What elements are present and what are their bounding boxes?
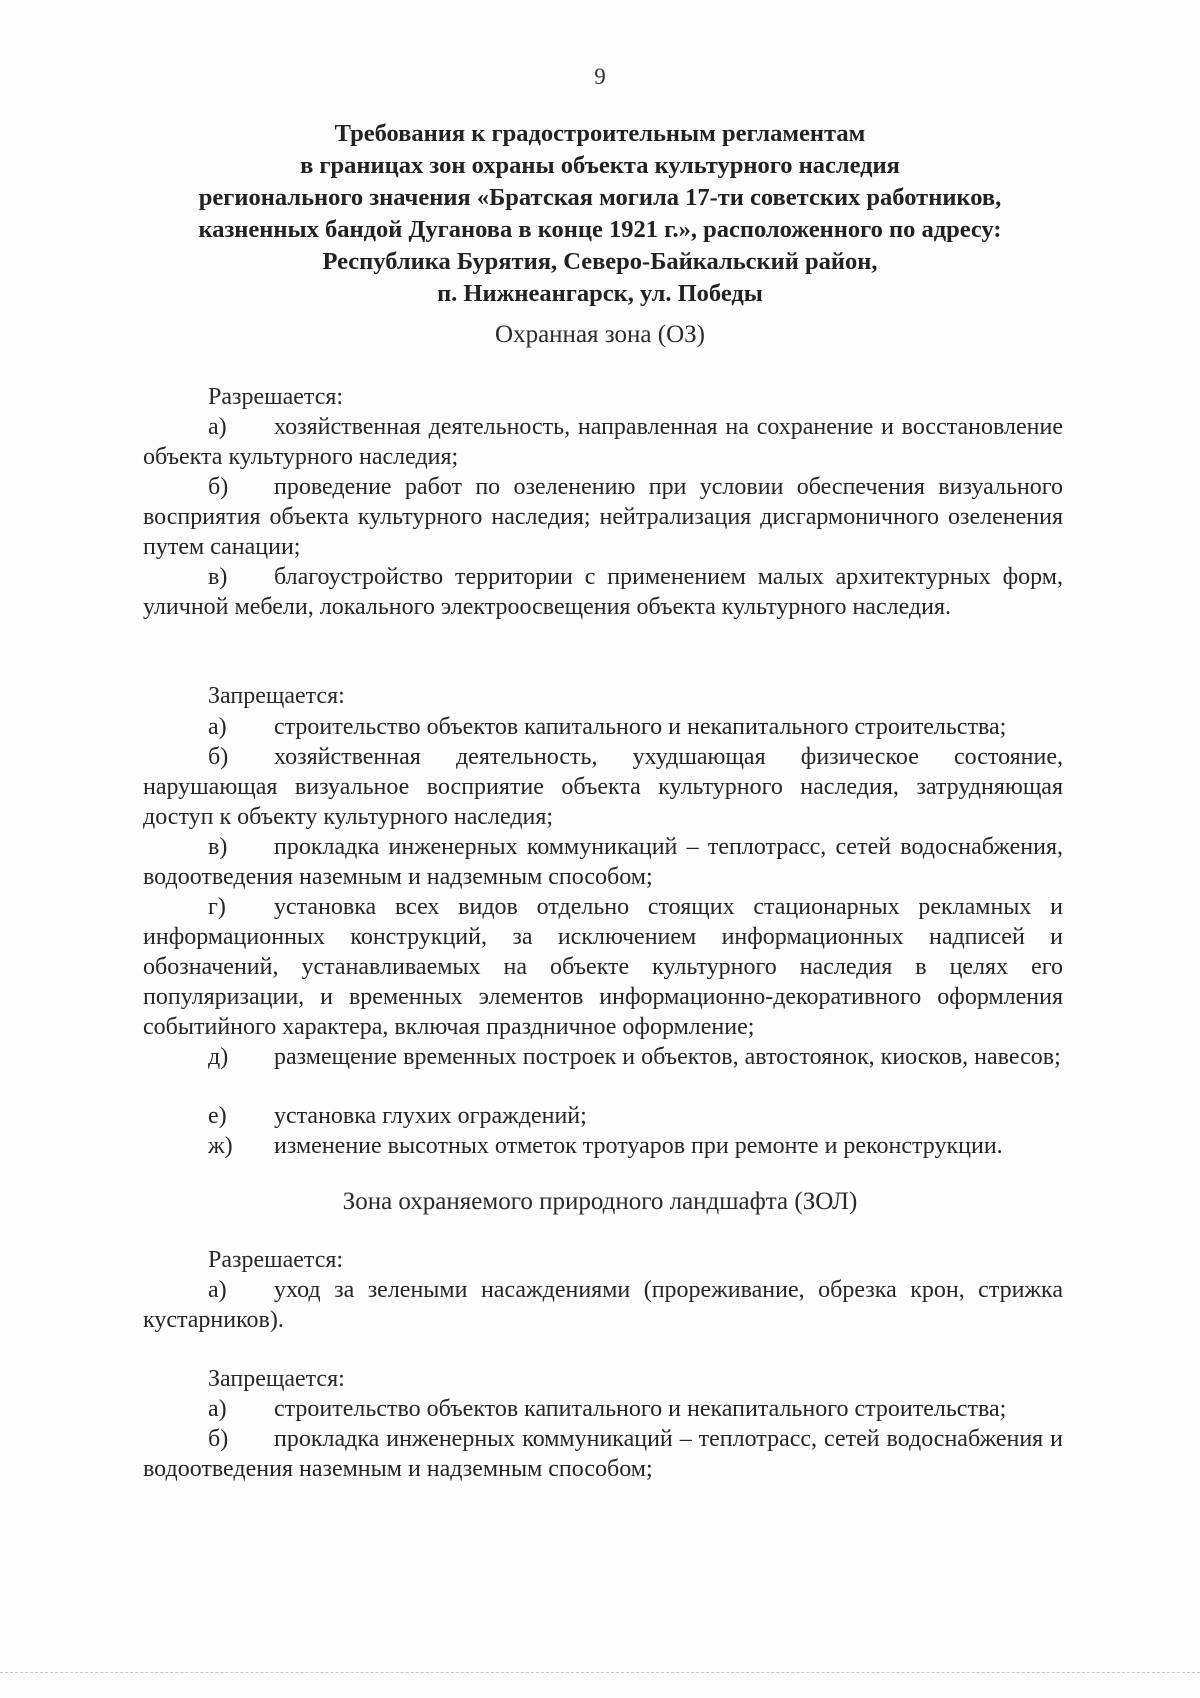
item-letter: ж): [208, 1133, 233, 1159]
zol-allowed-label: Разрешается:: [208, 1247, 344, 1273]
item-letter: в): [208, 834, 228, 860]
item-text: хозяйственная деятельность, ухудшающая физическое состояние, нарушающая визуальное восприятие объекта культурного наследия, затрудняющая доступ к объекту культурного наследия;: [143, 744, 1063, 830]
item-text: установка глухих ограждений;: [274, 1103, 587, 1129]
oz-allowed-item-a: [143, 412, 1063, 472]
oz-forbidden-item-f: [143, 1101, 1063, 1131]
item-letter: а): [208, 414, 227, 440]
oz-allowed-item-b: [143, 472, 1063, 562]
item-text: хозяйственная деятельность, направленная на сохранение и восстановление объекта культурного наследия;: [143, 414, 1063, 470]
zol-forbidden-label: Запрещается:: [208, 1366, 345, 1392]
oz-allowed-label: Разрешается:: [208, 384, 344, 410]
zol-forbidden-item-b: [143, 1424, 1063, 1484]
oz-forbidden-item-c: [143, 832, 1063, 892]
item-text: установка всех видов отдельно стоящих стационарных рекламных и информационных конструкций, за исключением информационных надписей и обозначений, устанавливаемых на объекте культурного наследия в целях его популяризации, и временных элементов информационно-декоративного оформления событийного характера, включая праздничное оформление;: [143, 894, 1063, 1040]
title-line: регионального значения «Братская могила 17-ти советских работников,: [198, 184, 1002, 211]
oz-forbidden-item-d: [143, 892, 1063, 1042]
title-line: Республика Бурятия, Северо-Байкальский район,: [322, 248, 878, 275]
item-letter: г): [208, 894, 226, 920]
item-letter: в): [208, 564, 228, 590]
title-line: п. Нижнеангарск, ул. Победы: [437, 280, 763, 307]
item-letter: е): [208, 1103, 227, 1129]
item-text: уход за зелеными насаждениями (прореживание, обрезка крон, стрижка кустарников).: [143, 1277, 1063, 1333]
zol-forbidden-item-a: [143, 1394, 1063, 1424]
item-text: прокладка инженерных коммуникаций – теплотрасс, сетей водоснабжения и водоотведения наземным и надземным способом;: [143, 1426, 1063, 1482]
item-letter: а): [208, 714, 227, 740]
oz-forbidden-item-e: [143, 1042, 1063, 1072]
item-text: строительство объектов капитального и некапитального строительства;: [274, 714, 1007, 740]
oz-forbidden-label: Запрещается:: [208, 683, 345, 709]
item-text: изменение высотных отметок тротуаров при ремонте и реконструкции.: [274, 1133, 1003, 1159]
oz-forbidden-item-g: [143, 1131, 1063, 1161]
item-text: строительство объектов капитального и некапитального строительства;: [274, 1396, 1007, 1422]
oz-heading: Охранная зона (ОЗ): [495, 321, 705, 348]
item-letter: а): [208, 1396, 227, 1422]
item-letter: д): [208, 1044, 229, 1070]
zol-heading: Зона охраняемого природного ландшафта (ЗОЛ): [342, 1188, 858, 1215]
item-text: проведение работ по озеленению при условии обеспечения визуального восприятия объекта культурного наследия; нейтрализация дисгармоничного озеленения путем санации;: [143, 474, 1063, 560]
title-line: казненных бандой Дуганова в конце 1921 г.», расположенного по адресу:: [198, 216, 1002, 243]
item-letter: а): [208, 1277, 227, 1303]
page-number: 9: [594, 64, 606, 89]
item-letter: б): [208, 474, 229, 500]
item-text: прокладка инженерных коммуникаций – теплотрасс, сетей водоснабжения, водоотведения наземным и надземным способом;: [143, 834, 1063, 890]
document-title: [140, 118, 1060, 310]
zol-allowed-item-a: [143, 1275, 1063, 1335]
oz-allowed-item-c: [143, 562, 1063, 622]
item-text: благоустройство территории с применением малых архитектурных форм, уличной мебели, локального электроосвещения объекта культурного наследия.: [143, 564, 1063, 620]
title-line: в границах зон охраны объекта культурного наследия: [300, 152, 900, 179]
item-letter: б): [208, 1426, 229, 1452]
item-letter: б): [208, 744, 229, 770]
scan-edge-divider: [0, 1672, 1200, 1673]
oz-forbidden-item-a: [143, 712, 1063, 742]
title-line: Требования к градостроительным регламентам: [334, 120, 866, 147]
oz-forbidden-item-b: [143, 742, 1063, 832]
item-text: размещение временных построек и объектов, автостоянок, киосков, навесов;: [274, 1044, 1061, 1070]
